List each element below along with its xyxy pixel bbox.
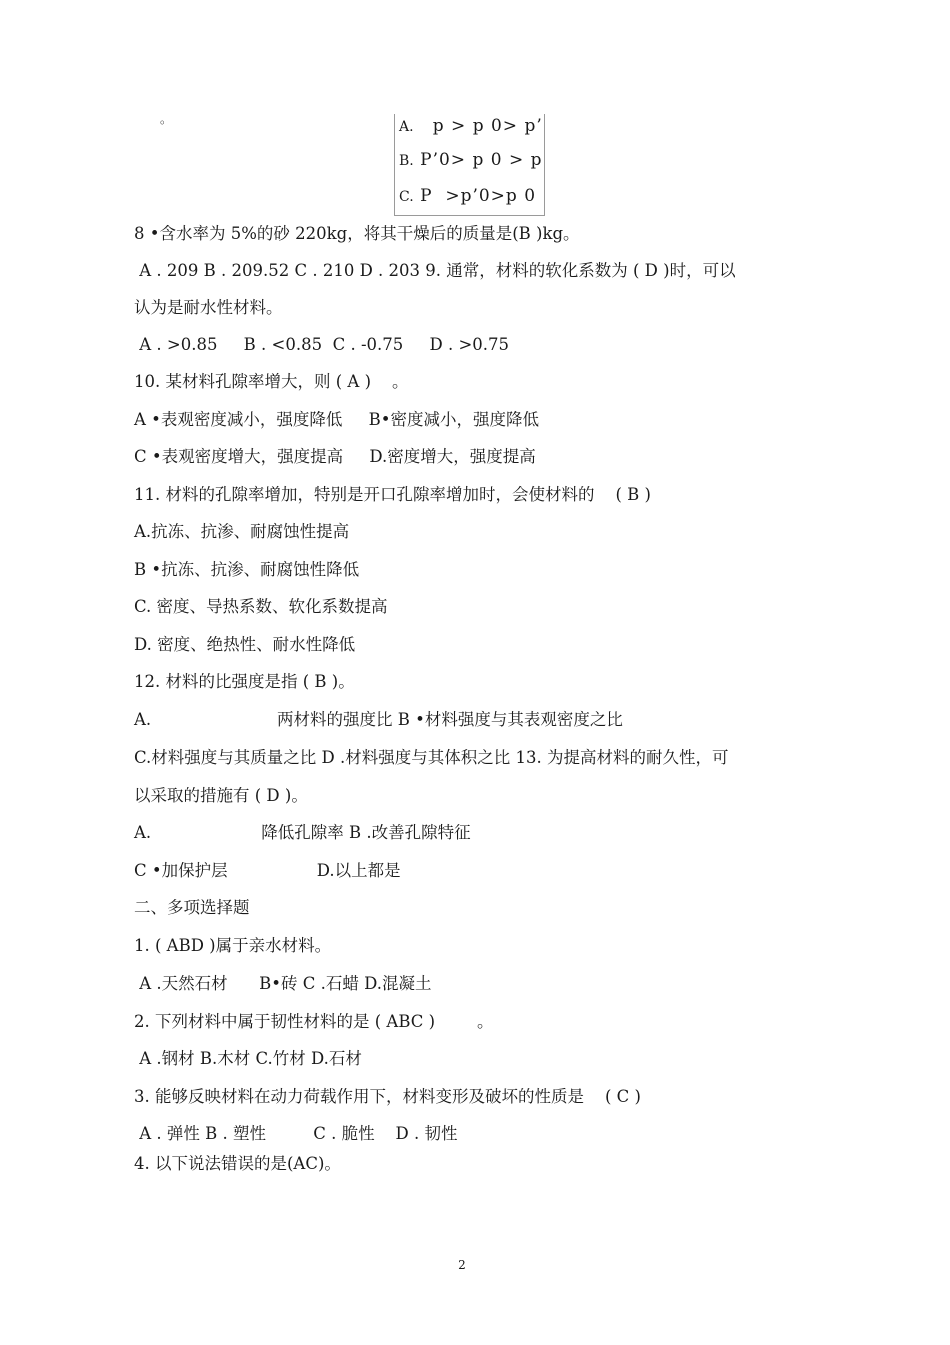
question-13-options-cd: C •加保护层 D.以上都是 — [134, 861, 401, 880]
mc-question-1-options: A .天然石材 B•砖 C .石蜡 D.混凝土 — [134, 974, 432, 993]
question-9-cont: 认为是耐水性材料。 — [134, 298, 283, 317]
top-mark: 。 — [160, 112, 173, 126]
question-11-option-b: B •抗冻、抗渗、耐腐蚀性降低 — [134, 560, 360, 579]
option-c-key: C. — [399, 189, 414, 205]
question-13-cont: 以采取的措施有 ( D )。 — [134, 786, 308, 805]
option-c-value: P >p’0>p 0 — [413, 186, 537, 206]
mc-question-3: 3. 能够反映材料在动力荷载作用下，材料变形及破坏的性质是 ( C ) — [134, 1087, 641, 1106]
question-10-options-cd: C •表观密度增大，强度提高 D.密度增大，强度提高 — [134, 447, 536, 466]
mc-question-2-options: A .钢材 B.木材 C.竹材 D.石材 — [134, 1049, 362, 1068]
page-number: 2 — [458, 1258, 466, 1272]
option-c — [399, 186, 536, 206]
option-a — [399, 116, 543, 136]
option-a-value: p > p 0> p’ — [413, 116, 543, 136]
question-12-options-ab: A. 两材料的强度比 B •材料强度与其表观密度之比 — [134, 710, 623, 729]
question-8: 8 •含水率为 5%的砂 220kg，将其干燥后的质量是(B )kg。 — [134, 224, 580, 243]
question-11-option-c: C. 密度、导热系数、软化系数提高 — [134, 597, 388, 616]
question-11-option-d: D. 密度、绝热性、耐水性降低 — [134, 635, 356, 654]
question-10: 10. 某材料孔隙率增大，则 ( A ) 。 — [134, 372, 409, 391]
question-13-options-ab: A. 降低孔隙率 B .改善孔隙特征 — [134, 823, 471, 842]
option-box — [394, 114, 545, 216]
question-8-options: A . 209 B . 209.52 C . 210 D . 203 9. 通常，材料的软化系数为 ( D )时，可以 — [134, 261, 736, 280]
section-title-multiple-choice: 二、多项选择题 — [134, 898, 250, 917]
mc-question-1: 1. ( ABD )属于亲水材料。 — [134, 936, 332, 955]
mc-question-3-options: A . 弹性 B . 塑性 C . 脆性 D . 韧性 — [134, 1124, 458, 1143]
option-a-key: A. — [399, 119, 414, 135]
mc-question-2: 2. 下列材料中属于韧性材料的是 ( ABC ) 。 — [134, 1012, 494, 1031]
question-11-option-a: A.抗冻、抗渗、耐腐蚀性提高 — [134, 522, 350, 541]
question-10-options-ab: A •表观密度减小，强度降低 B•密度减小，强度降低 — [134, 410, 539, 429]
option-b-value: P’0> p 0 > p — [413, 150, 543, 170]
option-b — [399, 150, 543, 170]
mc-question-4: 4. 以下说法错误的是(AC)。 — [134, 1154, 341, 1173]
question-9-options: A . >0.85 B . <0.85 C . -0.75 D . >0.75 — [134, 335, 510, 354]
question-12: 12. 材料的比强度是指 ( B )。 — [134, 672, 355, 691]
option-b-key: B. — [399, 153, 414, 169]
question-11: 11. 材料的孔隙率增加，特别是开口孔隙率增加时，会使材料的 ( B ) — [134, 485, 651, 504]
question-12-options-cd: C.材料强度与其质量之比 D .材料强度与其体积之比 13. 为提高材料的耐久性，可 — [134, 748, 729, 767]
